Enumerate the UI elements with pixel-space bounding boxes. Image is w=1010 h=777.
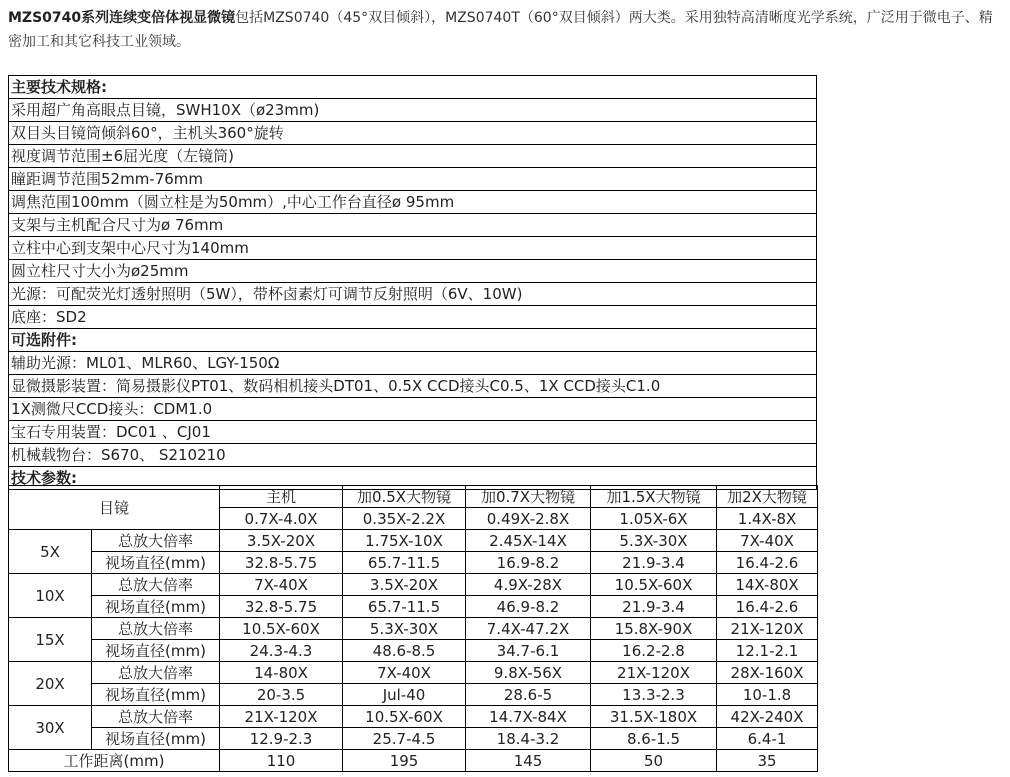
magnification-label: 总放大倍率 xyxy=(92,706,220,728)
working-distance-label: 工作距离(mm) xyxy=(9,750,220,772)
eyepiece-cell: 10X xyxy=(9,574,92,618)
main-specs-heading-row xyxy=(9,76,817,99)
magnification-label: 总放大倍率 xyxy=(92,662,220,684)
field-of-view-cell: 16.4-2.6 xyxy=(717,552,818,574)
field-of-view-cell: 12.1-2.1 xyxy=(717,640,818,662)
field-of-view-row xyxy=(9,728,818,750)
zoom-range-cell: 0.7X-4.0X xyxy=(220,508,343,530)
field-of-view-cell: 25.7-4.5 xyxy=(343,728,466,750)
field-of-view-cell: 28.6-5 xyxy=(466,684,591,706)
field-of-view-cell: 16.2-2.8 xyxy=(591,640,717,662)
main-spec-item: 圆立柱尺寸大小为ø25mm xyxy=(9,260,817,283)
main-spec-item-row xyxy=(9,214,817,237)
magnification-label: 总放大倍率 xyxy=(92,530,220,552)
intro-text: 包括MZS0740（45°双目倾斜），MZS0740T（60°双目倾斜）两大类。采用独特高清晰度光学系统，广泛用于微电子、精密加工和其它科技工业领域。 xyxy=(8,10,993,50)
main-spec-item: 立柱中心到支架中心尺寸为140mm xyxy=(9,237,817,260)
field-of-view-cell: 10-1.8 xyxy=(717,684,818,706)
zoom-range-cell: 1.05X-6X xyxy=(591,508,717,530)
magnification-row xyxy=(9,530,818,552)
field-of-view-cell: 32.8-5.75 xyxy=(220,552,343,574)
params-heading: 技术参数: xyxy=(9,467,817,490)
magnification-cell: 3.5X-20X xyxy=(220,530,343,552)
intro-paragraph xyxy=(8,6,998,54)
main-spec-item-row xyxy=(9,260,817,283)
magnification-cell: 21X-120X xyxy=(591,662,717,684)
working-distance-cell: 195 xyxy=(343,750,466,772)
magnification-cell: 10.5X-60X xyxy=(343,706,466,728)
eyepiece-cell: 15X xyxy=(9,618,92,662)
objective-header: 加2X大物镜 xyxy=(717,486,818,508)
working-distance-cell: 145 xyxy=(466,750,591,772)
magnification-label: 总放大倍率 xyxy=(92,618,220,640)
magnification-cell: 28X-160X xyxy=(717,662,818,684)
field-of-view-cell: 32.8-5.75 xyxy=(220,596,343,618)
params-table xyxy=(8,485,818,772)
accessory-item-row xyxy=(9,398,817,421)
specs-table xyxy=(8,75,817,490)
working-distance-cell: 110 xyxy=(220,750,343,772)
magnification-cell: 7X-40X xyxy=(220,574,343,596)
zoom-range-cell: 1.4X-8X xyxy=(717,508,818,530)
magnification-cell: 21X-120X xyxy=(220,706,343,728)
eyepiece-cell: 30X xyxy=(9,706,92,750)
objective-header: 加1.5X大物镜 xyxy=(591,486,717,508)
accessory-item-row xyxy=(9,352,817,375)
field-of-view-cell: 46.9-8.2 xyxy=(466,596,591,618)
field-of-view-cell: 13.3-2.3 xyxy=(591,684,717,706)
accessory-item-row xyxy=(9,375,817,398)
objective-header: 加0.7X大物镜 xyxy=(466,486,591,508)
magnification-label: 总放大倍率 xyxy=(92,574,220,596)
eyepiece-header: 目镜 xyxy=(9,486,220,530)
magnification-cell: 10.5X-60X xyxy=(220,618,343,640)
field-of-view-cell: 65.7-11.5 xyxy=(343,596,466,618)
magnification-cell: 1.75X-10X xyxy=(343,530,466,552)
main-spec-item-row xyxy=(9,306,817,329)
zoom-range-cell: 0.35X-2.2X xyxy=(343,508,466,530)
field-of-view-row xyxy=(9,684,818,706)
accessories-heading: 可选附件: xyxy=(9,329,817,352)
product-title: MZS0740系列连续变倍体视显微镜 xyxy=(8,10,236,26)
field-of-view-cell: 12.9-2.3 xyxy=(220,728,343,750)
accessory-item: 宝石专用装置：DC01 、CJ01 xyxy=(9,421,817,444)
magnification-cell: 4.9X-28X xyxy=(466,574,591,596)
magnification-cell: 9.8X-56X xyxy=(466,662,591,684)
objective-header: 加0.5X大物镜 xyxy=(343,486,466,508)
eyepiece-cell: 20X xyxy=(9,662,92,706)
main-spec-item: 视度调节范围±6屈光度（左镜筒) xyxy=(9,145,817,168)
field-of-view-row xyxy=(9,552,818,574)
magnification-cell: 14.7X-84X xyxy=(466,706,591,728)
magnification-row xyxy=(9,706,818,728)
magnification-cell: 42X-240X xyxy=(717,706,818,728)
field-of-view-cell: 8.6-1.5 xyxy=(591,728,717,750)
magnification-cell: 14-80X xyxy=(220,662,343,684)
field-of-view-label: 视场直径(mm) xyxy=(92,552,220,574)
working-distance-row xyxy=(9,750,818,772)
main-spec-item-row xyxy=(9,168,817,191)
accessory-item: 辅助光源：ML01、MLR60、LGY-150Ω xyxy=(9,352,817,375)
field-of-view-cell: 48.6-8.5 xyxy=(343,640,466,662)
main-spec-item: 双目头目镜筒倾斜60°，主机头360°旋转 xyxy=(9,122,817,145)
main-spec-item: 光源：可配荧光灯透射照明（5W），带杯卤素灯可调节反射照明（6V、10W) xyxy=(9,283,817,306)
main-spec-item-row xyxy=(9,237,817,260)
magnification-cell: 5.3X-30X xyxy=(343,618,466,640)
objective-header-row xyxy=(9,486,818,508)
magnification-row xyxy=(9,662,818,684)
magnification-row xyxy=(9,574,818,596)
magnification-cell: 15.8X-90X xyxy=(591,618,717,640)
field-of-view-label: 视场直径(mm) xyxy=(92,728,220,750)
main-spec-item-row xyxy=(9,122,817,145)
field-of-view-cell: 65.7-11.5 xyxy=(343,552,466,574)
magnification-cell: 7X-40X xyxy=(717,530,818,552)
magnification-cell: 14X-80X xyxy=(717,574,818,596)
main-spec-item: 调焦范围100mm（圆立柱是为50mm）,中心工作台直径ø 95mm xyxy=(9,191,817,214)
magnification-cell: 7X-40X xyxy=(343,662,466,684)
main-spec-item-row xyxy=(9,283,817,306)
magnification-cell: 31.5X-180X xyxy=(591,706,717,728)
field-of-view-cell: 21.9-3.4 xyxy=(591,552,717,574)
magnification-row xyxy=(9,618,818,640)
eyepiece-cell: 5X xyxy=(9,530,92,574)
field-of-view-cell: 21.9-3.4 xyxy=(591,596,717,618)
objective-header: 主机 xyxy=(220,486,343,508)
field-of-view-cell: 16.9-8.2 xyxy=(466,552,591,574)
main-spec-item-row xyxy=(9,145,817,168)
field-of-view-cell: 24.3-4.3 xyxy=(220,640,343,662)
magnification-cell: 5.3X-30X xyxy=(591,530,717,552)
magnification-cell: 3.5X-20X xyxy=(343,574,466,596)
main-spec-item: 支架与主机配合尺寸为ø 76mm xyxy=(9,214,817,237)
main-spec-item: 瞳距调节范围52mm-76mm xyxy=(9,168,817,191)
working-distance-cell: 35 xyxy=(717,750,818,772)
magnification-cell: 7.4X-47.2X xyxy=(466,618,591,640)
accessory-item-row xyxy=(9,444,817,467)
field-of-view-row xyxy=(9,640,818,662)
magnification-cell: 21X-120X xyxy=(717,618,818,640)
working-distance-cell: 50 xyxy=(591,750,717,772)
field-of-view-cell: 34.7-6.1 xyxy=(466,640,591,662)
magnification-cell: 10.5X-60X xyxy=(591,574,717,596)
field-of-view-cell: Jul-40 xyxy=(343,684,466,706)
accessory-item: 1X测微尺CCD接头：CDM1.0 xyxy=(9,398,817,421)
main-specs-heading: 主要技术规格: xyxy=(9,76,817,99)
zoom-range-cell: 0.49X-2.8X xyxy=(466,508,591,530)
field-of-view-cell: 6.4-1 xyxy=(717,728,818,750)
magnification-cell: 2.45X-14X xyxy=(466,530,591,552)
main-spec-item-row xyxy=(9,99,817,122)
field-of-view-cell: 18.4-3.2 xyxy=(466,728,591,750)
field-of-view-label: 视场直径(mm) xyxy=(92,640,220,662)
accessory-item: 显微摄影装置：简易摄影仪PT01、数码相机接头DT01、0.5X CCD接头C0.5、1X CCD接头C1.0 xyxy=(9,375,817,398)
field-of-view-cell: 16.4-2.6 xyxy=(717,596,818,618)
field-of-view-cell: 20-3.5 xyxy=(220,684,343,706)
accessory-item: 机械载物台：S670、 S210210 xyxy=(9,444,817,467)
accessories-heading-row xyxy=(9,329,817,352)
field-of-view-label: 视场直径(mm) xyxy=(92,684,220,706)
main-spec-item-row xyxy=(9,191,817,214)
accessory-item-row xyxy=(9,421,817,444)
field-of-view-label: 视场直径(mm) xyxy=(92,596,220,618)
field-of-view-row xyxy=(9,596,818,618)
main-spec-item: 采用超广角高眼点目镜，SWH10X（ø23mm) xyxy=(9,99,817,122)
main-spec-item: 底座：SD2 xyxy=(9,306,817,329)
